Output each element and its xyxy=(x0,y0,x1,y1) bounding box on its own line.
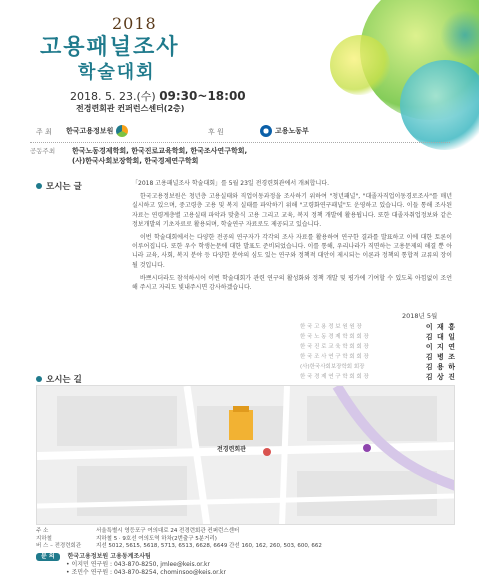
greeting-body xyxy=(132,179,452,296)
event-date-day: 2018. 5. 23.(수) xyxy=(70,90,156,103)
directions-value: 지선 5012, 5615, 5618, 5713, 6513, 6628, 6649 간선 160, 162, 260, 503, 600, 662 xyxy=(96,543,322,549)
signer-role: 한 국 경 제 연 구 학 회 회 장 xyxy=(300,374,369,380)
cohost-line: 한국노동경제학회, 한국진로교육학회, 한국조사연구학회, xyxy=(72,147,248,155)
event-title: 고용패널조사 xyxy=(40,35,180,60)
host-row xyxy=(30,123,450,139)
sponsor-name: 고용노동부 xyxy=(275,127,309,135)
event-subtitle: 학술대회 xyxy=(78,62,156,83)
inquiry-line: • 이지민 연구원 : 043-870-8250, jmlee@keis.or.kr xyxy=(66,561,210,568)
signer-name: 이 지 연 xyxy=(425,343,456,351)
sponsor-label: 후 원 xyxy=(208,128,224,136)
inquiry-line: • 조민수 연구원 : 043-870-8254, chominsoo@keis.or.kr xyxy=(66,569,226,576)
signer-role: 한 국 진 로 교 육 학 회 회 장 xyxy=(300,344,369,350)
directions-key: 주 소 xyxy=(36,528,49,534)
inquiry-badge: 문 의 xyxy=(36,553,60,561)
greeting-heading xyxy=(36,180,82,192)
signer-role: (사)한국사회보장학회 회장 xyxy=(300,364,365,370)
directions-key: 버 스 – 전경련회관 xyxy=(36,543,82,549)
sponsor-logo xyxy=(260,124,309,138)
cohost-label: 공동주최 xyxy=(30,147,56,155)
directions-info xyxy=(36,528,455,551)
header-banner xyxy=(0,0,479,170)
signer-row xyxy=(300,372,456,382)
inquiry-org: 한국고용정보원 고용동계조사팀 xyxy=(67,553,151,560)
organizer-logo xyxy=(66,124,128,138)
signer-row xyxy=(300,332,456,342)
signer-row xyxy=(300,362,456,372)
inquiry-header xyxy=(36,553,455,561)
bullet-icon xyxy=(36,376,42,382)
location-map[interactable] xyxy=(36,385,455,525)
directions-value: 서울특별시 영등포구 여의대로 24 전경련회관 컨퍼런스센터 xyxy=(96,528,240,534)
signer-row xyxy=(300,322,456,332)
event-date xyxy=(70,88,246,104)
sign-date: 2018년 5월 xyxy=(402,312,438,320)
signer-name: 김 용 하 xyxy=(425,363,456,371)
map-label: 전경련회관 xyxy=(217,446,246,453)
divider xyxy=(30,142,450,143)
signer-role: 한 국 조 사 연 구 학 회 회 장 xyxy=(300,354,369,360)
bullet-icon xyxy=(36,183,42,189)
inquiry-box xyxy=(36,553,455,577)
greeting-paragraph: 「2018 고용패널조사 학술대회」를 5월 23일 전경련회관에서 개최합니다. xyxy=(132,180,329,187)
directions-value: 지하철 5 · 9호선 여의도역 하차(2번출구 5분거리) xyxy=(96,535,217,542)
event-time: 09:30~18:00 xyxy=(159,89,246,103)
greeting-heading-text: 모시는 글 xyxy=(46,182,82,192)
directions-row xyxy=(36,536,455,544)
signer-name: 이 재 흥 xyxy=(425,323,456,331)
keis-logo-icon xyxy=(116,125,128,137)
signer-list xyxy=(300,322,456,382)
map-graphic xyxy=(37,386,455,525)
organizer-name: 한국고용정보원 xyxy=(66,127,114,135)
signer-name: 김 대 일 xyxy=(425,333,456,341)
signer-role: 한 국 노 동 경 제 학 회 회 장 xyxy=(300,334,369,340)
greeting-paragraph: 한국고용정보원은 청년층 고용실태와 직업이동과정을 조사하기 위하여 "청년패널", "대졸자직업이동경로조사"를 매년 실시하고 있으며, 중고령층 고용 및 복지 실태를 파악하기 위해 "고령화연구패널"도 운영하고 있습니다. 이들 통해 조사된 자료는 연령계층별 고용실태 파악과 맞춤식 고용 그리고 교육, 복지 정책 개발에 활용됩니다. 또한 대졸자취업정보와 같은 정보개발의 기초자료로 활용되며, 학술연구 자료로도 제공되고 있습니다. xyxy=(132,193,452,228)
cohost-line: (사)한국사회보장학회, 한국경제연구학회 xyxy=(72,157,199,165)
organizer-label: 주 최 xyxy=(36,128,52,136)
directions-row xyxy=(36,528,455,536)
decorative-circle xyxy=(330,35,390,95)
greeting-paragraph: 이번 학술대회에서는 다양한 전공의 연구자가 각각의 조사 자료를 활용하여 연구한 결과를 발표하고 이에 대한 토론이 이루어집니다. 또한 우수 학생논문에 대한 발표도 준비되었습니다. 이를 통해, 우리나라가 직면하는 고용문제의 해결 뿐 아니라 교육, 사회, 복지 분야 등 다양한 분야의 심도 있는 연구와 정책적 대안이 제시되는 이론과 정책의 통합적 교류의 장이 될 것입니다. xyxy=(132,234,452,269)
signer-name: 김 병 조 xyxy=(425,353,456,361)
signer-role: 한 국 고 용 정 보 원 원 장 xyxy=(300,324,362,330)
signer-row xyxy=(300,352,456,362)
directions-key: 지하철 xyxy=(36,535,52,542)
signer-name: 김 상 진 xyxy=(425,373,456,381)
cohost-list xyxy=(72,146,247,166)
event-year: 2018 xyxy=(112,14,157,33)
greeting-paragraph: 바쁘시더라도 참석하시어 이번 학술대회가 관련 연구의 활성화와 정책 개발 및 평가에 기여할 수 있도록 아낌없이 조언해 주시고 자리도 빛내주시면 감사하겠습니다. xyxy=(132,274,452,292)
event-venue: 전경련회관 컨퍼런스센터(2층) xyxy=(76,104,185,113)
signer-row xyxy=(300,342,456,352)
directions-heading-text: 오시는 길 xyxy=(46,375,82,385)
directions-heading xyxy=(36,373,82,385)
directions-row xyxy=(36,543,455,551)
moel-logo-icon xyxy=(260,125,272,137)
